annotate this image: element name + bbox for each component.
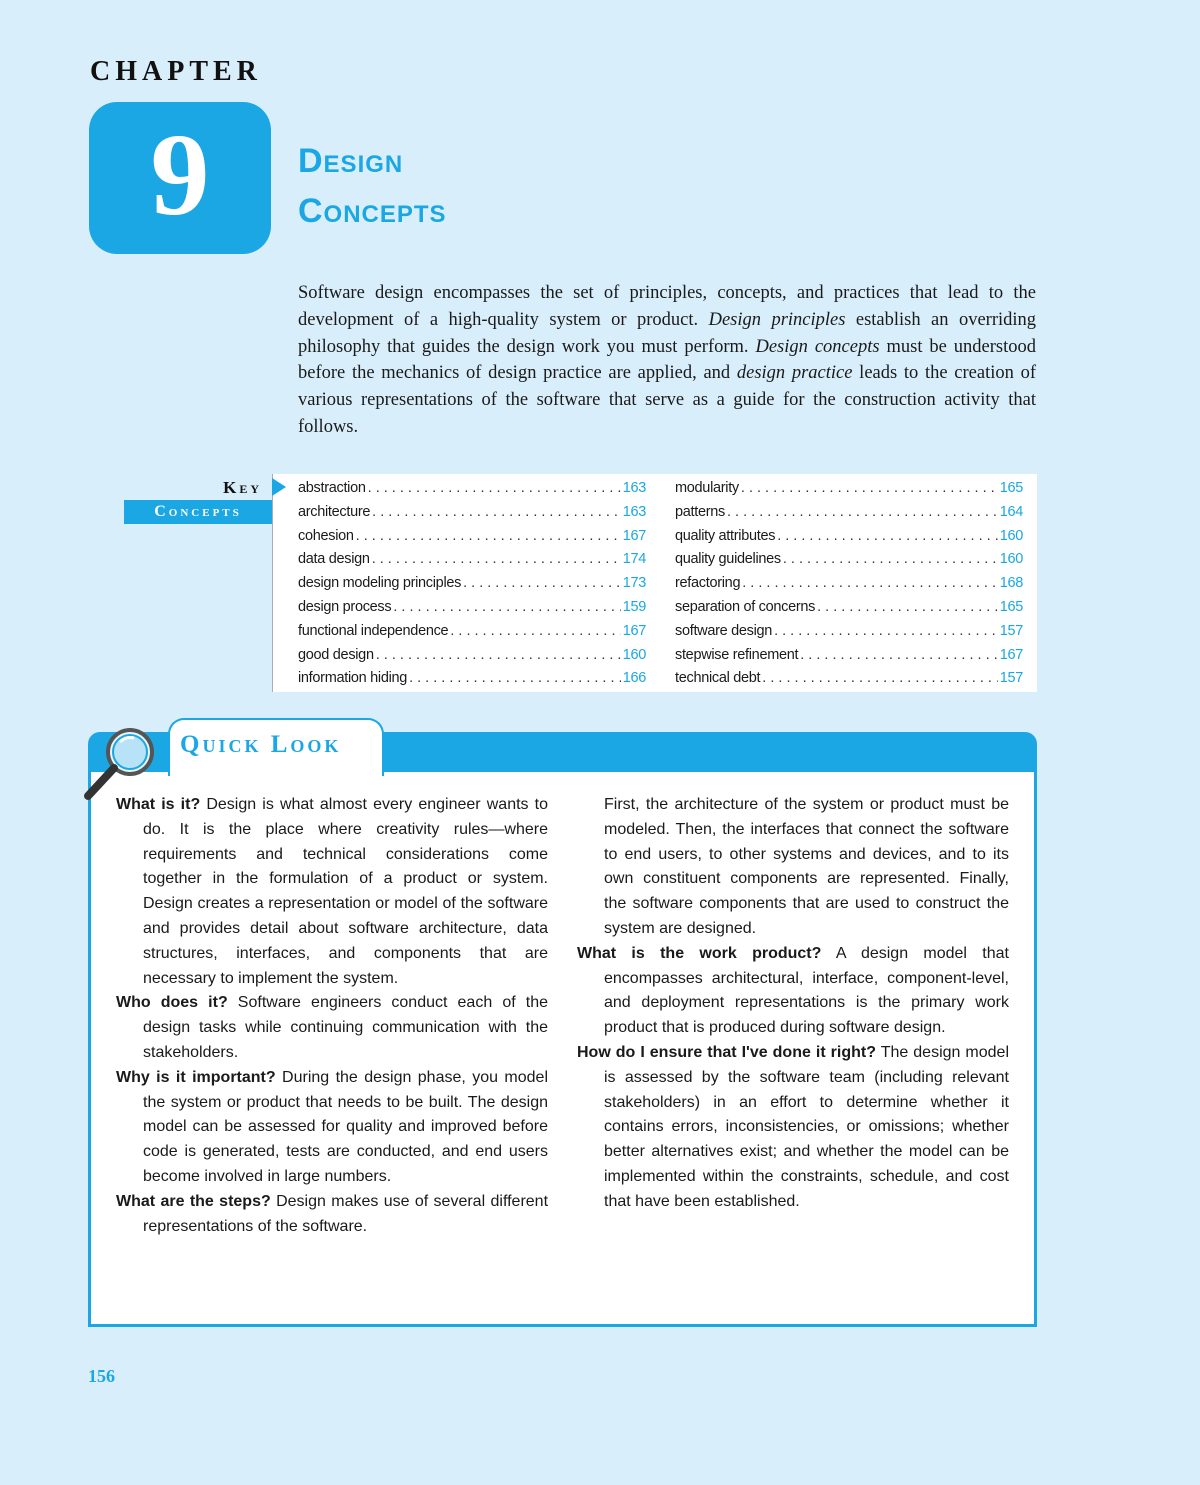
quick-look-item [116, 1190, 548, 1240]
key-concept-term: design process [298, 598, 392, 615]
key-concept-page: 166 [622, 670, 646, 687]
key-concept-page: 160 [999, 527, 1023, 544]
key-concept-entry [675, 620, 1023, 644]
key-concept-term: quality attributes [675, 527, 776, 544]
intro-paragraph [298, 280, 1036, 441]
key-concept-entry [675, 525, 1023, 549]
key-concept-term: quality guidelines [675, 551, 781, 568]
quick-look-question: What is it? [116, 796, 201, 813]
quick-look-answer: A design model that encompasses architectural, interface, component-level, and deployment representations is the primary work product that is produced during software design. [604, 944, 1009, 1037]
key-concept-term: patterns [675, 503, 725, 520]
intro-emphasis: design practice [736, 363, 853, 384]
dot-leader [356, 525, 621, 549]
key-concept-term: abstraction [298, 480, 366, 496]
key-concept-term: cohesion [298, 527, 354, 544]
intro-text: must be understood before the mechanics of design practice are applied, and [298, 336, 1036, 384]
key-concept-entry [298, 525, 646, 549]
quick-look-question: What is the work product? [577, 944, 822, 962]
key-concept-entry [675, 572, 1023, 596]
intro-text: establish an overriding philosophy that guides the design work you must perform. [298, 309, 1037, 357]
quick-look-item [116, 991, 548, 1065]
key-concept-page: 174 [622, 551, 646, 568]
key-concept-entry [675, 501, 1023, 525]
chapter-number-box [89, 102, 271, 254]
key-concept-term: separation of concerns [675, 598, 816, 615]
quick-look-question: What are the steps? [116, 1192, 271, 1210]
quick-look-answer: Design makes use of several different representations of the software. [143, 1192, 549, 1235]
dot-leader [783, 548, 998, 572]
key-concept-entry [298, 477, 646, 501]
key-concept-page: 165 [999, 598, 1023, 615]
dot-leader [742, 572, 997, 596]
intro-emphasis: Design principles [708, 309, 846, 330]
key-concept-page: 165 [999, 480, 1023, 496]
key-concept-entry [298, 620, 646, 644]
chapter-number: 9 [150, 109, 210, 240]
key-concept-page: 160 [999, 551, 1023, 568]
key-concept-entry [675, 477, 1023, 501]
quick-look-item [577, 1041, 1009, 1215]
key-concept-term: software design [675, 622, 773, 639]
intro-text: Software design encompasses the set of principles, concepts, and practices that lead to the development of a high-quality system or product. [298, 283, 1036, 330]
key-concepts-column-2 [675, 477, 1023, 691]
key-concepts-heading-concepts: Concepts [124, 500, 272, 524]
chapter-title-line2: Concepts [298, 192, 447, 230]
dot-leader [741, 477, 998, 501]
quick-look-item [577, 942, 1009, 1041]
key-concept-page: 157 [999, 670, 1023, 687]
page-number: 156 [88, 1366, 115, 1386]
quick-look-answer: During the design phase, you model the system or product that needs to be built. The design model can be assessed for quality and improved before code is generated, tests are conducted, and end users become involved in large numbers. [143, 1068, 549, 1185]
key-concepts-column-1 [298, 477, 646, 691]
dot-leader [800, 644, 997, 668]
key-concept-entry [675, 596, 1023, 620]
quick-look-answer: Design is what almost every engineer wants to do. It is the place where creativity rules—where requirements and technical considerations come together in the formulation of a product or system. Design creates a representation or model of the software and provides detail about software architecture, data structures, interfaces, and components that are necessary to implement the system. [143, 796, 548, 987]
key-concept-entry [298, 572, 646, 596]
quick-look-item [577, 793, 1009, 942]
key-concepts-divider [272, 474, 273, 692]
dot-leader [368, 477, 621, 501]
dot-leader [376, 644, 621, 668]
key-concept-entry [675, 644, 1023, 668]
key-concept-page: 160 [622, 646, 646, 663]
key-concept-page: 167 [999, 646, 1023, 663]
key-concepts-heading-key: Key [223, 478, 262, 497]
key-concept-term: good design [298, 646, 374, 663]
key-concept-page: 167 [622, 527, 646, 544]
key-concept-page: 168 [999, 575, 1023, 592]
dot-leader [817, 596, 998, 620]
key-concept-entry [675, 667, 1023, 691]
quick-look-column-2 [577, 793, 1009, 1215]
magnifier-icon [80, 722, 162, 804]
dot-leader [774, 620, 998, 644]
key-concept-term: stepwise refinement [675, 646, 799, 663]
chapter-title-line1: Design [298, 142, 404, 180]
key-concept-term: technical debt [675, 670, 761, 687]
quick-look-answer: First, the architecture of the system or product must be modeled. Then, the interfaces that connect the software to end users, to other systems and devices, and to its own constituent components are represented. Finally, the software components that are used to construct the system are designed. [604, 796, 1009, 937]
dot-leader [450, 620, 620, 644]
dot-leader [409, 667, 621, 691]
chapter-label: CHAPTER [90, 56, 262, 87]
key-concept-page: 164 [999, 503, 1023, 520]
key-concept-page: 163 [622, 503, 646, 520]
key-concept-term: information hiding [298, 670, 408, 687]
chapter-title [298, 136, 447, 236]
key-concept-page: 173 [622, 575, 646, 592]
quick-look-title: Quick Look [180, 731, 342, 758]
key-concepts-arrow [272, 478, 286, 496]
dot-leader [463, 572, 621, 596]
dot-leader [372, 501, 621, 525]
key-concept-entry [298, 501, 646, 525]
key-concept-term: design modeling principles [298, 575, 462, 592]
quick-look-question: Who does it? [116, 994, 228, 1012]
intro-emphasis: Design concepts [755, 336, 880, 357]
key-concept-page: 163 [622, 480, 646, 496]
key-concept-entry [675, 548, 1023, 572]
quick-look-item [116, 1066, 548, 1190]
key-concept-term: modularity [675, 480, 739, 496]
key-concept-entry [298, 596, 646, 620]
quick-look-question: How do I ensure that I've done it right? [577, 1043, 876, 1061]
quick-look-answer: Software engineers conduct each of the design tasks while continuing communication with the stakeholders. [143, 994, 548, 1061]
dot-leader [777, 525, 998, 549]
key-concept-term: refactoring [675, 575, 741, 592]
key-concept-entry [298, 644, 646, 668]
quick-look-item [116, 793, 548, 991]
key-concept-term: architecture [298, 503, 371, 520]
key-concept-term: data design [298, 551, 370, 568]
quick-look-column-1 [116, 793, 548, 1239]
dot-leader [372, 548, 621, 572]
dot-leader [393, 596, 620, 620]
key-concept-page: 159 [622, 598, 646, 615]
intro-text: leads to the creation of various representations of the software that serve as a guide for the construction activity that follows. [298, 363, 1036, 437]
key-concept-page: 167 [622, 622, 646, 639]
key-concept-entry [298, 548, 646, 572]
key-concept-page: 157 [999, 622, 1023, 639]
key-concept-term: functional independence [298, 622, 449, 639]
key-concept-entry [298, 667, 646, 691]
dot-leader [727, 501, 998, 525]
key-concepts-heading [124, 476, 272, 524]
quick-look-question: Why is it important? [116, 1068, 276, 1086]
quick-look-answer: The design model is assessed by the software team (including relevant stakeholders) in an effort to determine whether it contains errors, inconsistencies, or omissions; whether better alternatives exist; and whether the model can be implemented within the constraints, schedule, and cost that have been established. [604, 1043, 1010, 1210]
dot-leader [762, 667, 997, 691]
